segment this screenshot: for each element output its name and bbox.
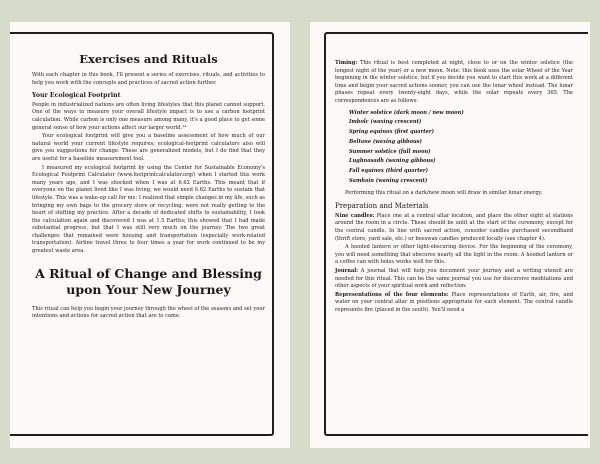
timing-paragraph (335, 60, 573, 106)
footprint-paragraph-3: I measured my ecological footprint by using the Center for Sustainable Economy's Ecological Footprint Calculator (www.footprintcalculator.org/) when I started this work many years ago, and I was shocked when I was at 6.62 Earths. This meant that if everyone on the planet lived like I was living, we would need 6.62 Earths to sustain that lifestyle. This was a wake-up call for me: I realized that simple changes in my life, such as bringing my own bags to the grocery store or recycling, were not really getting to the heart of shifting my practice. After a decade of dedicated shifts to sustainability, I took the calculation again and discovered I was at 1.5 Earths; this showed that I had made substantial progress, but that I was still very much on the journey. The two great challenges that remained were housing and transportation (especially work-related transportation). Airline travel three to four times a year for work continued to be my greatest waste area. (32, 164, 265, 255)
correspondence-item: Summer solstice (full moon) (349, 148, 431, 155)
timing-label: Timing: (335, 60, 358, 66)
left-page-content (32, 44, 265, 322)
elements-label: Representations of the four elements: (335, 291, 449, 298)
candles-text: Place one at a central altar location, and place the other eight at stations around the room in a circle. These should be unlit at the start of the ceremony, except for the central candle. In line with sacred action, consider candles purchased secondhand (thrift store, yard sale, etc.) or beeswax candles produced locally (see chapter 4). (335, 212, 573, 242)
subheading-ecological-footprint: Your Ecological Footprint (32, 92, 121, 100)
correspondence-item: Winter solstice (dark moon / new moon) (349, 109, 464, 116)
footprint-paragraph-1: People in industrialized nations are often living lifestyles that this planet cannot support. One of the ways to measure your overall lifestyle impact is to use a carbon footprint calculation. While carbon is only one measure among many, it's a good place to get some general sense of how your actions affect our larger world.¹⁴ (32, 101, 265, 131)
correspondence-list (349, 110, 573, 186)
preparation-heading: Preparation and Materials (335, 202, 429, 211)
elements-text: Place representations of Earth, air, fire, and water on your central altar in positions appropriate for each element. The central candle represents fire (placed in the south). You'll need a (335, 291, 573, 313)
correspondence-item: Beltane (waxing gibbous) (349, 138, 422, 145)
correspondence-item: Fall equinox (third quarter) (349, 168, 428, 175)
candles-label: Nine candles: (335, 212, 375, 219)
intro-paragraph: With each chapter in this book, I'll present a series of exercises, rituals, and activities to help you work with the concepts and practices of sacred action further. (32, 72, 265, 86)
journal-paragraph (335, 268, 573, 291)
correspondence-item: Samhain (waning crescent) (349, 178, 428, 185)
journal-text: A journal that will help you document your journey and a writing utensil are needed for this ritual. This can be the same journal you use for discursive meditations and other aspects of your spiritual work and reflection. (335, 267, 573, 290)
correspondence-item: Spring equinox (first quarter) (349, 129, 434, 136)
ritual-title-line-2: upon Your New Journey (66, 281, 231, 297)
candles-paragraph (335, 213, 573, 243)
ritual-title-line-1: A Ritual of Change and Blessing (35, 265, 262, 281)
timing-text: This ritual is best completed at night, close to or on the winter solstice (the longest night of the year) or a new moon. Note: this book uses the solar Wheel of the Year beginning in the winter solstice, but if you decide you want to start this work at a different time and begin your sacred actions sooner, you can use the lunar wheel instead. The lunar phases repeat every twenty-eight days, while the solar repeats every 365. The correspondences are as follows: (335, 60, 573, 104)
elements-paragraph (335, 292, 573, 315)
section-title: Exercises and Rituals (79, 52, 218, 66)
journal-label: Journal: (335, 267, 359, 274)
correspondence-item: Imbolc (waxing crescent) (349, 119, 422, 126)
lantern-paragraph: A hooded lantern or other light-obscuring device. For the beginning of the ceremony, you will need something that obscures nearly all the light in the room. A hooded lantern or a coffee can with holes works well for this. (335, 244, 573, 266)
footprint-paragraph-2: Your ecological footprint will give you a baseline assessment of how much of our natural world your current lifestyle requires; ecological-footprint calculators also will give you suggestions for change. These are generalized models, but I do find that they are useful for a baseline measurement tool. (32, 133, 265, 162)
right-page (310, 22, 590, 448)
right-page-content (335, 60, 573, 316)
left-page (10, 22, 290, 448)
ritual-intro-paragraph: This ritual can help you begin your journey through the wheel of the seasons and set your intentions and actions for sacred action that are to come. (32, 305, 265, 320)
correspondence-item: Lughnasadh (waning gibbous) (349, 158, 436, 165)
ritual-title (32, 266, 265, 298)
after-list-paragraph: Performing this ritual on a dark/new moon will draw in similar lunar energy. (345, 189, 543, 196)
